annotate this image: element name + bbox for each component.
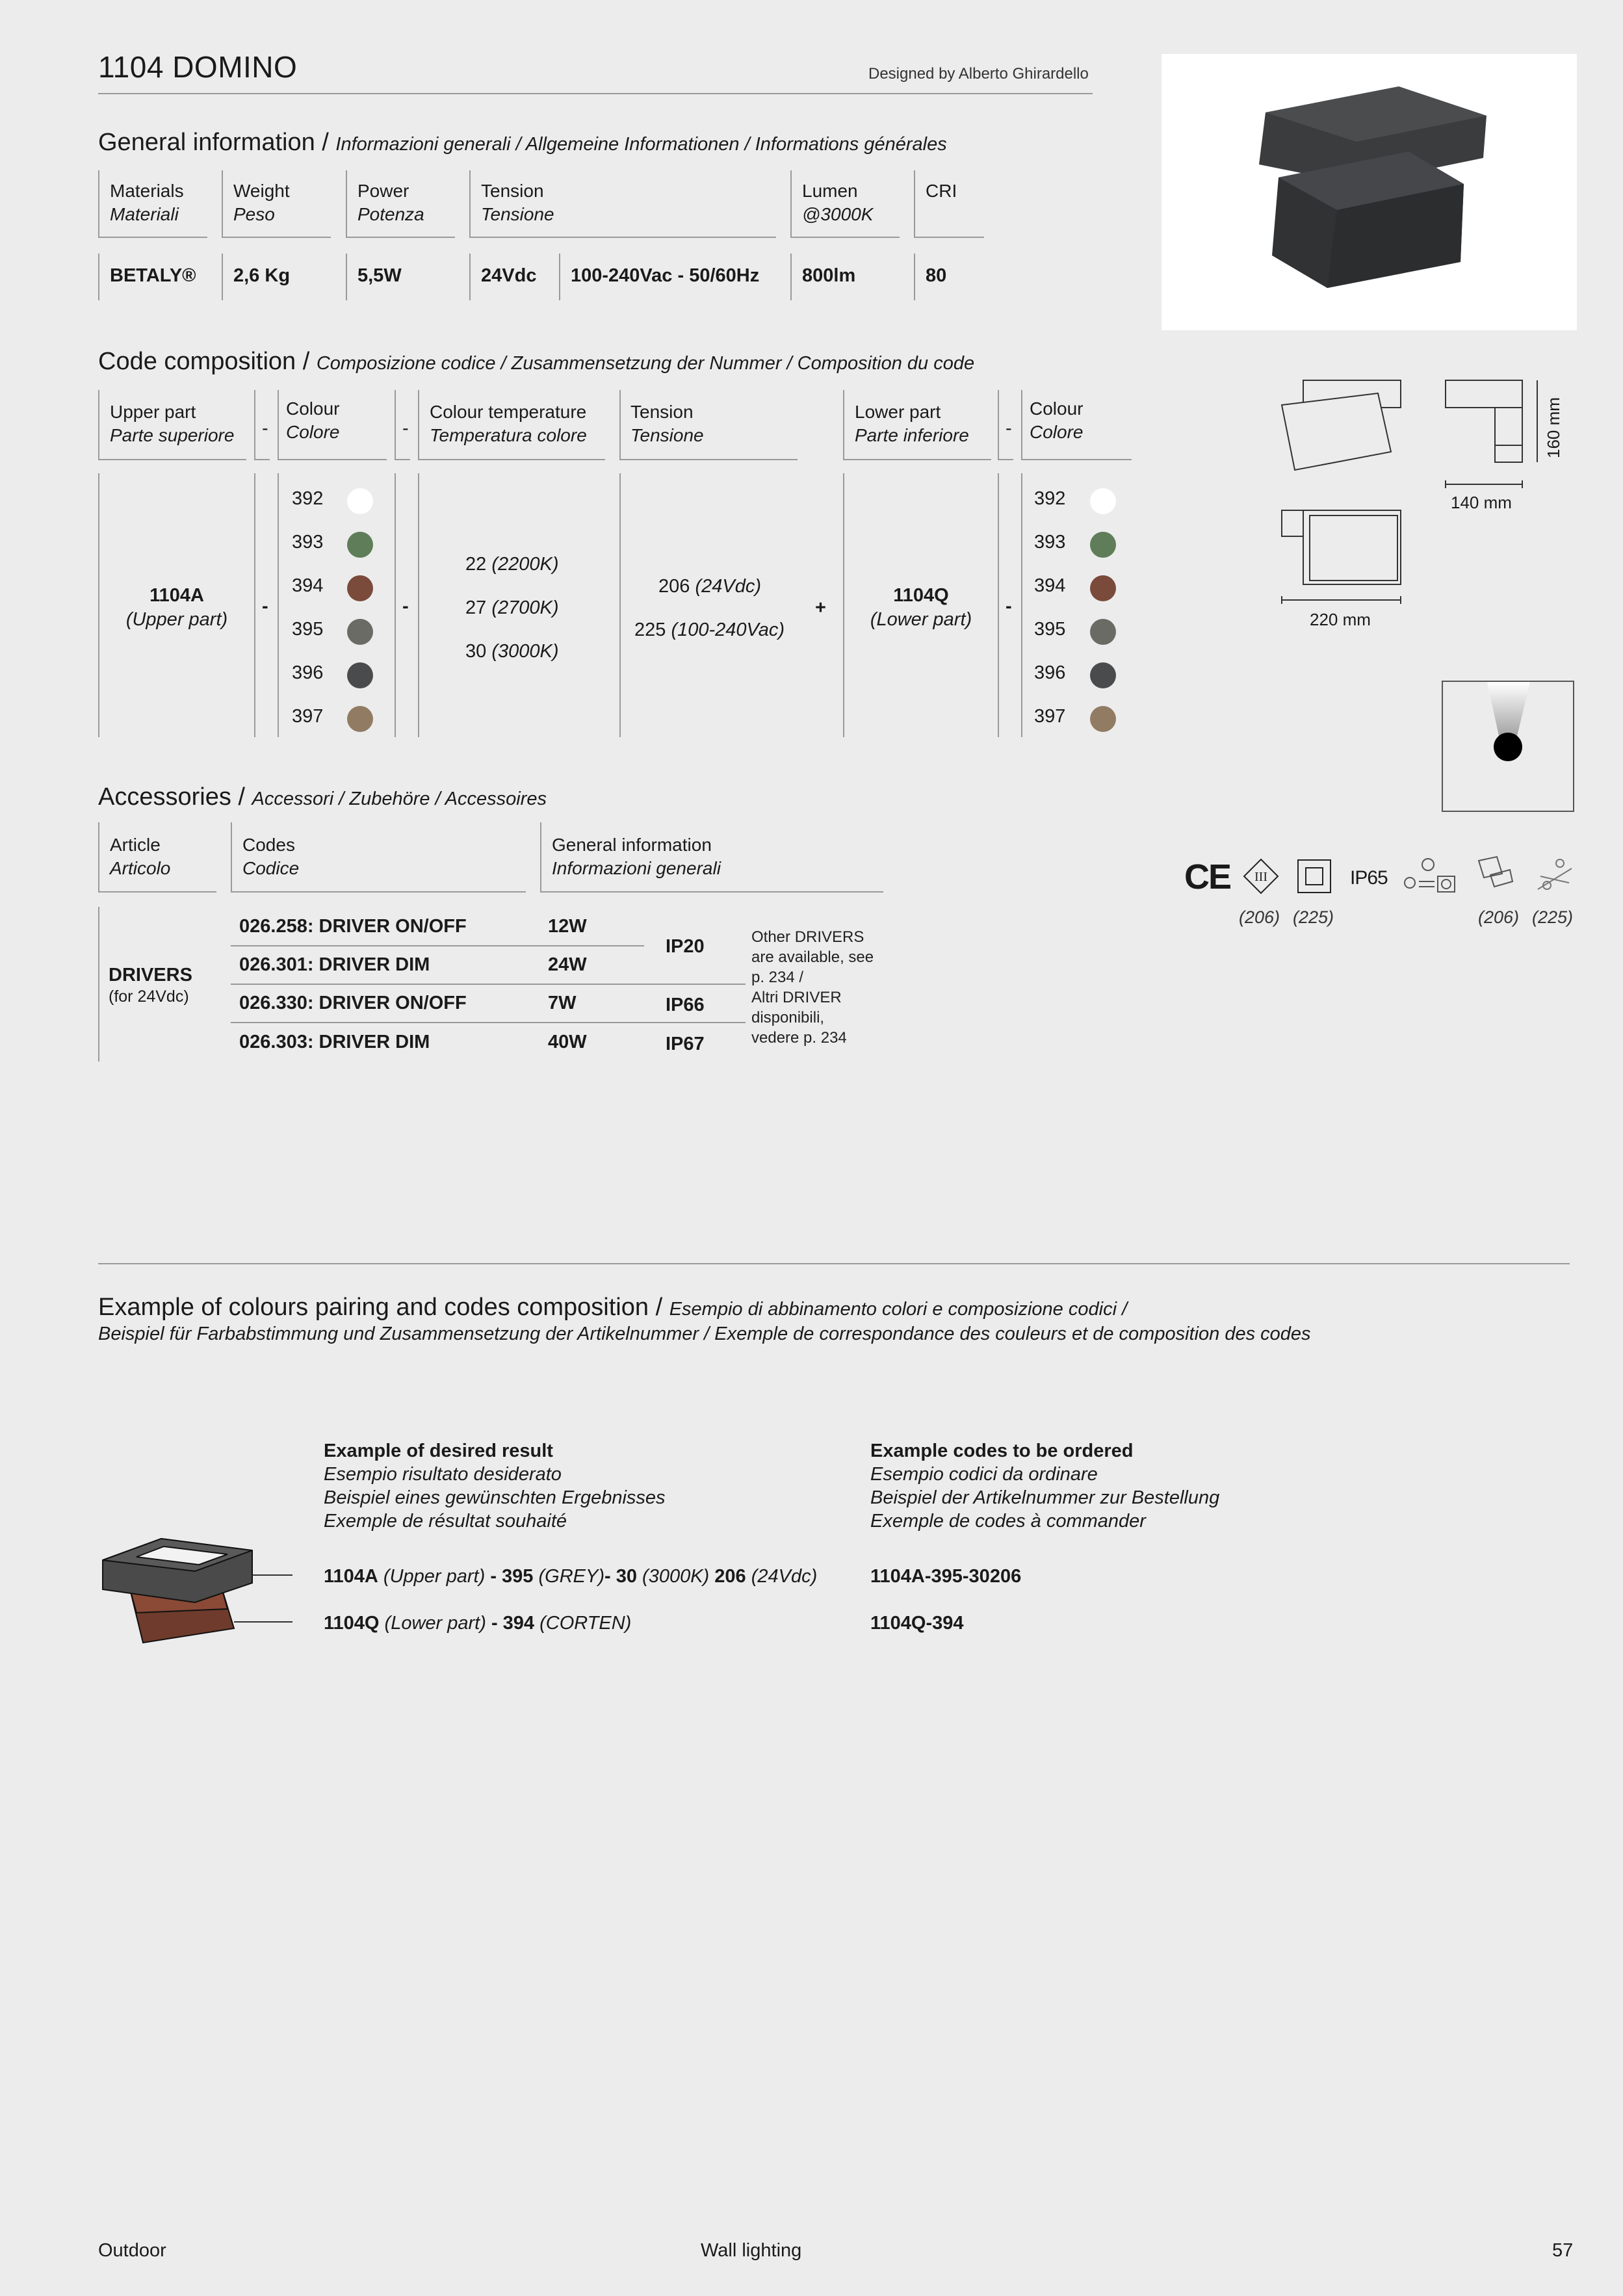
gi-vline-6 <box>914 170 915 238</box>
colour-temp-header <box>430 400 587 447</box>
cc-h-hline-2 <box>278 459 387 460</box>
codes-ordered-title: Example codes to be ordered <box>870 1441 1134 1461</box>
article-drivers-note: (for 24Vdc) <box>109 987 189 1006</box>
title-rule <box>98 93 1093 94</box>
code-heading <box>98 348 974 376</box>
codes-ordered-line: Beispiel der Artikelnummer zur Bestellung <box>870 1487 1220 1508</box>
acc-ip20: IP20 <box>666 936 705 957</box>
page-title: 1104 DOMINO <box>98 50 298 84</box>
gi-val-vline-3 <box>346 254 347 300</box>
acc-h-vline-3 <box>540 822 541 893</box>
upper-part-label: Upper part <box>110 402 196 422</box>
desired-result-block <box>324 1439 666 1533</box>
colour-code-395: 395 <box>1034 619 1066 640</box>
upper-part-code-it: (Upper part) <box>125 609 228 630</box>
dim-depth: 140 mm <box>1451 493 1512 512</box>
colour-code-397: 397 <box>1034 706 1066 727</box>
cc-h-vline-4 <box>619 390 621 460</box>
colour-temp-label: Colour temperature <box>430 402 587 422</box>
code-heading-text: Code composition / <box>98 348 310 375</box>
acc-power-7w: 7W <box>548 993 577 1013</box>
general-heading <box>98 129 947 157</box>
acc-power-40w: 40W <box>548 1032 587 1052</box>
temp-27-it: (2700K) <box>491 597 559 618</box>
acc-code-026301: 026.301: DRIVER DIM <box>239 954 430 975</box>
lower-part-code: 1104Q <box>893 585 949 606</box>
ex1-colour-name: (GREY) <box>538 1566 604 1587</box>
code-subheading: Composizione codice / Zusammensetzung der Nummer / Composition du code <box>316 353 975 374</box>
codes-label: Codes <box>242 835 295 855</box>
order-code-2: 1104Q-394 <box>870 1613 964 1634</box>
gi-hline-3 <box>346 237 455 238</box>
gi-val-vline-1 <box>98 254 99 300</box>
codes-header <box>242 833 299 880</box>
colour-code-396: 396 <box>292 662 324 683</box>
ex1-colour: - 395 <box>490 1566 534 1587</box>
gi-val-vline-6 <box>914 254 915 300</box>
temp-30-code: 30 <box>465 641 487 662</box>
acc-code-026303: 026.303: DRIVER DIM <box>239 1032 430 1052</box>
colour-swatch-392 <box>347 488 373 514</box>
cc-h-hline-d3 <box>998 459 1013 460</box>
tension-header <box>481 179 554 226</box>
desired-result-line: Exemple de résultat souhaité <box>324 1511 567 1532</box>
colour-code-393: 393 <box>292 532 324 553</box>
acc-note-line: Other DRIVERS <box>751 928 864 946</box>
gi-hline-1 <box>98 237 207 238</box>
tension-225 <box>634 620 785 641</box>
colour-swatch-394 <box>1090 575 1116 601</box>
colour-swatch-394 <box>347 575 373 601</box>
acc-row-line-3 <box>231 1022 746 1023</box>
colour-label-1: Colour <box>286 398 340 419</box>
lumen-label-it: @3000K <box>802 204 874 224</box>
weight-label-it: Peso <box>233 204 275 224</box>
example-subheading-2: Beispiel für Farbabstimmung und Zusammensetzung der Artikelnummer / Exemple de correspondance des couleurs et de composition des codes <box>98 1324 1311 1344</box>
cri-header <box>926 179 957 203</box>
upper-part-header <box>110 400 234 447</box>
colour-code-392: 392 <box>1034 488 1066 509</box>
wall-mount-icon <box>1476 855 1514 896</box>
plus-separator: + <box>815 597 826 618</box>
general-info-label-it: Informazioni generali <box>552 858 721 878</box>
tension-code-label-it: Tensione <box>630 425 704 445</box>
lumen-header <box>802 179 873 226</box>
cert-ref-225-a: (225) <box>1293 907 1334 927</box>
lower-part-header <box>855 400 969 447</box>
acc-power-12w: 12W <box>548 916 587 937</box>
colour-swatch-395 <box>1090 619 1116 645</box>
svg-text:III: III <box>1254 870 1267 884</box>
upper-part-cell <box>99 585 254 631</box>
materials-header <box>110 179 184 226</box>
general-info-label: General information <box>552 835 712 855</box>
cc-b-vline-4 <box>395 473 396 737</box>
page-number: 57 <box>1552 2240 1574 2261</box>
dim-width: 220 mm <box>1310 610 1371 629</box>
ex2-colour-name: (CORTEN) <box>539 1613 632 1634</box>
temp-30-it: (3000K) <box>491 641 559 662</box>
dash-separator: - <box>262 418 268 439</box>
cc-h-vline-5 <box>843 390 844 460</box>
designer-credit: Designed by Alberto Ghirardello <box>868 65 1089 83</box>
colour-label-2-it: Colore <box>1030 422 1084 442</box>
lower-part-cell <box>844 585 998 631</box>
acc-h-hline-3 <box>540 891 883 893</box>
desired-result-title: Example of desired result <box>324 1441 553 1461</box>
acc-note-line: Altri DRIVER <box>751 989 842 1006</box>
cc-h-vline-6 <box>1021 390 1022 460</box>
temp-22-it: (2200K) <box>491 554 559 575</box>
ex1-code: 1104A <box>324 1566 378 1587</box>
gi-val-vline-2 <box>222 254 223 300</box>
colour-label-2: Colour <box>1030 398 1084 419</box>
acc-h-hline-1 <box>98 891 216 893</box>
temp-22 <box>465 554 559 575</box>
colour-swatch-395 <box>347 619 373 645</box>
acc-code-026330: 026.330: DRIVER ON/OFF <box>239 993 467 1013</box>
ce-mark-icon: CE <box>1184 857 1231 896</box>
dash-separator: - <box>402 418 409 439</box>
acc-note <box>751 927 874 1048</box>
lower-part-code-it: (Lower part) <box>870 609 972 630</box>
dim-height: 160 mm <box>1544 397 1563 458</box>
cc-h-hline-3 <box>418 459 605 460</box>
cert-ref-206-a: (206) <box>1239 907 1280 927</box>
gi-hline-4 <box>469 237 776 238</box>
colour-code-395: 395 <box>292 619 324 640</box>
acc-note-line: disponibili, <box>751 1009 825 1026</box>
cc-b-vline-8 <box>998 473 999 737</box>
lumen-value: 800lm <box>802 265 856 286</box>
cc-b-vline-3 <box>278 473 279 737</box>
section-separator <box>98 1263 1570 1264</box>
dash-separator: - <box>402 596 409 617</box>
power-header <box>357 179 424 226</box>
acc-ip66: IP66 <box>666 995 705 1015</box>
ex2-part: (Lower part) <box>384 1613 486 1634</box>
weight-label: Weight <box>233 181 290 201</box>
cri-label: CRI <box>926 181 957 201</box>
colour-code-392: 392 <box>292 488 324 509</box>
cert-ref-206-b: (206) <box>1478 907 1520 927</box>
class-iii-icon <box>1243 858 1279 894</box>
tension-206-code: 206 <box>658 576 690 597</box>
ex1-temp: - 30 <box>604 1566 637 1587</box>
acc-h-vline-1 <box>98 822 99 893</box>
colour-code-394: 394 <box>292 575 324 596</box>
tension-code-label: Tension <box>630 402 694 422</box>
tension-225-it: (100-240Vac) <box>671 620 785 640</box>
ex1-tension-v: (24Vdc) <box>751 1566 818 1587</box>
upper-part-code: 1104A <box>149 585 204 606</box>
footer-section: Outdoor <box>98 2240 166 2261</box>
cc-h-hline-5 <box>843 459 991 460</box>
general-info-header <box>552 833 721 880</box>
acc-power-24w: 24W <box>548 954 587 975</box>
colour-temp-label-it: Temperatura colore <box>430 425 587 445</box>
product-photo <box>1162 54 1577 330</box>
article-label-it: Articolo <box>110 858 171 878</box>
gi-val-vline-4 <box>469 254 471 300</box>
gi-hline-6 <box>914 237 984 238</box>
gi-vline-5 <box>790 170 792 238</box>
ex1-tension: 206 <box>714 1566 746 1587</box>
gi-hline-5 <box>790 237 900 238</box>
colour-swatch-393 <box>347 532 373 558</box>
acc-row-line-2 <box>231 984 746 985</box>
cc-h-hline-6 <box>1021 459 1132 460</box>
dash-separator: - <box>1006 418 1012 439</box>
colour-swatch-392 <box>1090 488 1116 514</box>
tension-206 <box>658 576 761 597</box>
dash-separator: - <box>262 596 268 617</box>
weight-value: 2,6 Kg <box>233 265 291 286</box>
temp-27 <box>465 597 559 619</box>
footer-category: Wall lighting <box>701 2240 802 2261</box>
desired-result-line: Beispiel eines gewünschten Ergebnisses <box>324 1487 666 1508</box>
colour-code-394: 394 <box>1034 575 1066 596</box>
lumen-label: Lumen <box>802 181 858 201</box>
lower-part-label-it: Parte inferiore <box>855 425 969 445</box>
codes-ordered-line: Exemple de codes à commander <box>870 1511 1146 1532</box>
colour-swatch-393 <box>1090 532 1116 558</box>
ex1-part: (Upper part) <box>383 1566 486 1587</box>
example-subheading-1: Esempio di abbinamento colori e composizione codici / <box>669 1299 1128 1320</box>
colour-swatch-397 <box>1090 706 1116 732</box>
acc-h-hline-2 <box>231 891 526 893</box>
cc-h-hline-4 <box>619 459 798 460</box>
ex1-temp-k: (3000K) <box>642 1566 710 1587</box>
general-heading-text: General information / <box>98 129 329 156</box>
temp-22-code: 22 <box>465 554 487 575</box>
colour-code-396: 396 <box>1034 662 1066 683</box>
colour-code-397: 397 <box>292 706 324 727</box>
driver-icon <box>1402 857 1461 897</box>
article-label: Article <box>110 835 161 855</box>
colour-header-2 <box>1030 397 1083 444</box>
gi-vline-2 <box>222 170 223 238</box>
colour-code-393: 393 <box>1034 532 1066 553</box>
gi-vline-1 <box>98 170 99 238</box>
cc-h-vline-d3 <box>998 390 999 460</box>
materials-label-it: Materiali <box>110 204 179 224</box>
example-line-1 <box>324 1565 817 1588</box>
acc-note-line: are available, see <box>751 948 874 966</box>
materials-label: Materials <box>110 181 184 201</box>
ex2-code: 1104Q <box>324 1613 380 1634</box>
gi-val-vline-5 <box>790 254 792 300</box>
general-subheading: Informazioni generali / Allgemeine Informationen / Informations générales <box>335 134 947 155</box>
tension-206-it: (24Vdc) <box>695 576 761 597</box>
accessories-heading <box>98 783 547 811</box>
colour-header-1 <box>286 397 339 444</box>
article-drivers: DRIVERS <box>109 965 192 985</box>
colour-swatch-397 <box>347 706 373 732</box>
dimension-drawings <box>1274 374 1586 686</box>
ip65-icon: IP65 <box>1350 867 1388 889</box>
temp-30 <box>465 641 559 662</box>
cri-value: 80 <box>926 265 947 286</box>
cc-h-vline-d2 <box>395 390 396 460</box>
upper-part-label-it: Parte superiore <box>110 425 235 445</box>
weight-header <box>233 179 290 226</box>
cc-h-vline-d1 <box>254 390 255 460</box>
gi-val-vline-4b <box>559 254 560 300</box>
lower-part-label: Lower part <box>855 402 941 422</box>
colour-label-1-it: Colore <box>286 422 340 442</box>
acc-code-026258: 026.258: DRIVER ON/OFF <box>239 916 467 937</box>
cc-h-vline-3 <box>418 390 419 460</box>
accessories-heading-text: Accessories / <box>98 783 245 811</box>
acc-b-vline-1 <box>98 907 99 1062</box>
cert-ref-225-b: (225) <box>1532 907 1574 927</box>
power-label-it: Potenza <box>357 204 424 224</box>
tension-value-ac: 100-240Vac - 50/60Hz <box>571 265 760 286</box>
example-heading <box>98 1294 1127 1322</box>
materials-value: BETALY® <box>110 265 196 286</box>
installation-icon <box>1534 857 1576 896</box>
light-emission-icon <box>1442 681 1574 812</box>
cc-b-vline-9 <box>1021 473 1022 737</box>
colour-swatch-396 <box>347 662 373 688</box>
acc-note-line: p. 234 / <box>751 969 804 986</box>
colour-swatch-396 <box>1090 662 1116 688</box>
acc-row-line-1 <box>231 945 644 946</box>
example-product-illustration <box>97 1531 299 1648</box>
cc-h-hline-d2 <box>395 459 410 460</box>
power-label: Power <box>357 181 409 201</box>
example-line-2 <box>324 1611 631 1635</box>
tension-value-dc: 24Vdc <box>481 265 537 286</box>
article-cell <box>109 965 192 1006</box>
cc-b-vline-6 <box>619 473 621 737</box>
gi-vline-3 <box>346 170 347 238</box>
acc-note-line: vedere p. 234 <box>751 1029 847 1047</box>
tension-label-it: Tensione <box>481 204 554 224</box>
order-code-1: 1104A-395-30206 <box>870 1566 1022 1587</box>
temp-27-code: 27 <box>465 597 487 618</box>
desired-result-line: Esempio risultato desiderato <box>324 1464 562 1485</box>
ex2-colour: - 394 <box>491 1613 535 1634</box>
tension-label: Tension <box>481 181 544 201</box>
cc-h-vline-2 <box>278 390 279 460</box>
cc-b-vline-5 <box>418 473 419 737</box>
class-ii-icon <box>1297 859 1331 893</box>
article-header <box>110 833 170 880</box>
acc-h-vline-2 <box>231 822 232 893</box>
power-value: 5,5W <box>357 265 402 286</box>
acc-ip67: IP67 <box>666 1034 705 1054</box>
accessories-subheading: Accessori / Zubehöre / Accessoires <box>252 789 547 809</box>
dash-separator: - <box>1006 596 1012 617</box>
tension-code-header <box>630 400 704 447</box>
cc-h-hline-1 <box>98 459 246 460</box>
example-heading-text: Example of colours pairing and codes composition / <box>98 1294 663 1321</box>
codes-ordered-line: Esempio codici da ordinare <box>870 1464 1098 1485</box>
codes-ordered-block <box>870 1439 1219 1533</box>
cc-h-vline-1 <box>98 390 99 460</box>
gi-hline-2 <box>222 237 331 238</box>
cc-b-vline-2 <box>254 473 255 737</box>
cc-h-hline-d1 <box>254 459 270 460</box>
gi-vline-4 <box>469 170 471 238</box>
codes-label-it: Codice <box>242 858 300 878</box>
tension-225-code: 225 <box>634 620 666 640</box>
